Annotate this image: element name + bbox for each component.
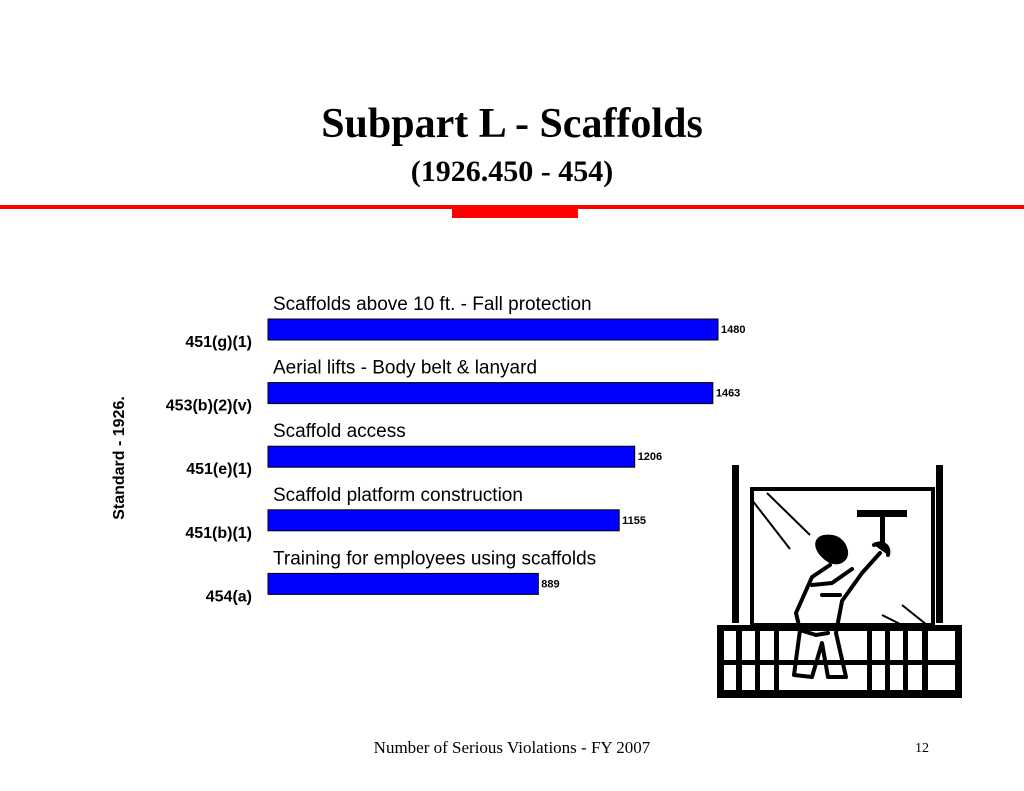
window-washer-icon [712, 465, 966, 701]
bar-value-label: 1463 [715, 387, 741, 400]
bar-description: Training for employees using scaffolds [273, 548, 597, 570]
category-tick-label: 453(b)(2)(v) [165, 397, 252, 415]
y-axis-title: Standard - 1926. [111, 396, 128, 520]
slide-title: Subpart L - Scaffolds [321, 101, 703, 147]
category-tick-label: 451(g)(1) [185, 334, 252, 351]
slide-footer: Number of Serious Violations - FY 2007 [373, 738, 651, 757]
bar [268, 573, 538, 594]
category-tick-label: 451(e)(1) [186, 461, 252, 479]
bar-description: Scaffold access [273, 421, 406, 443]
bar-description: Scaffold platform construction [273, 484, 523, 506]
bar [268, 510, 619, 531]
category-tick-label: 454(a) [205, 588, 252, 606]
bar-value-label: 1155 [622, 514, 647, 527]
bar [268, 319, 718, 340]
bar-value-label: 1480 [721, 324, 746, 336]
page-number: 12 [915, 741, 929, 756]
bar-value-label: 889 [541, 578, 560, 591]
category-tick-label: 451(b)(1) [185, 524, 252, 542]
bar-description: Aerial lifts - Body belt & lanyard [273, 357, 538, 379]
bar [268, 383, 713, 404]
slide-subtitle: (1926.450 - 454) [410, 155, 614, 188]
bar-description: Scaffolds above 10 ft. - Fall protection [273, 294, 592, 315]
bar-value-label: 1206 [637, 451, 663, 464]
bar [268, 446, 635, 467]
